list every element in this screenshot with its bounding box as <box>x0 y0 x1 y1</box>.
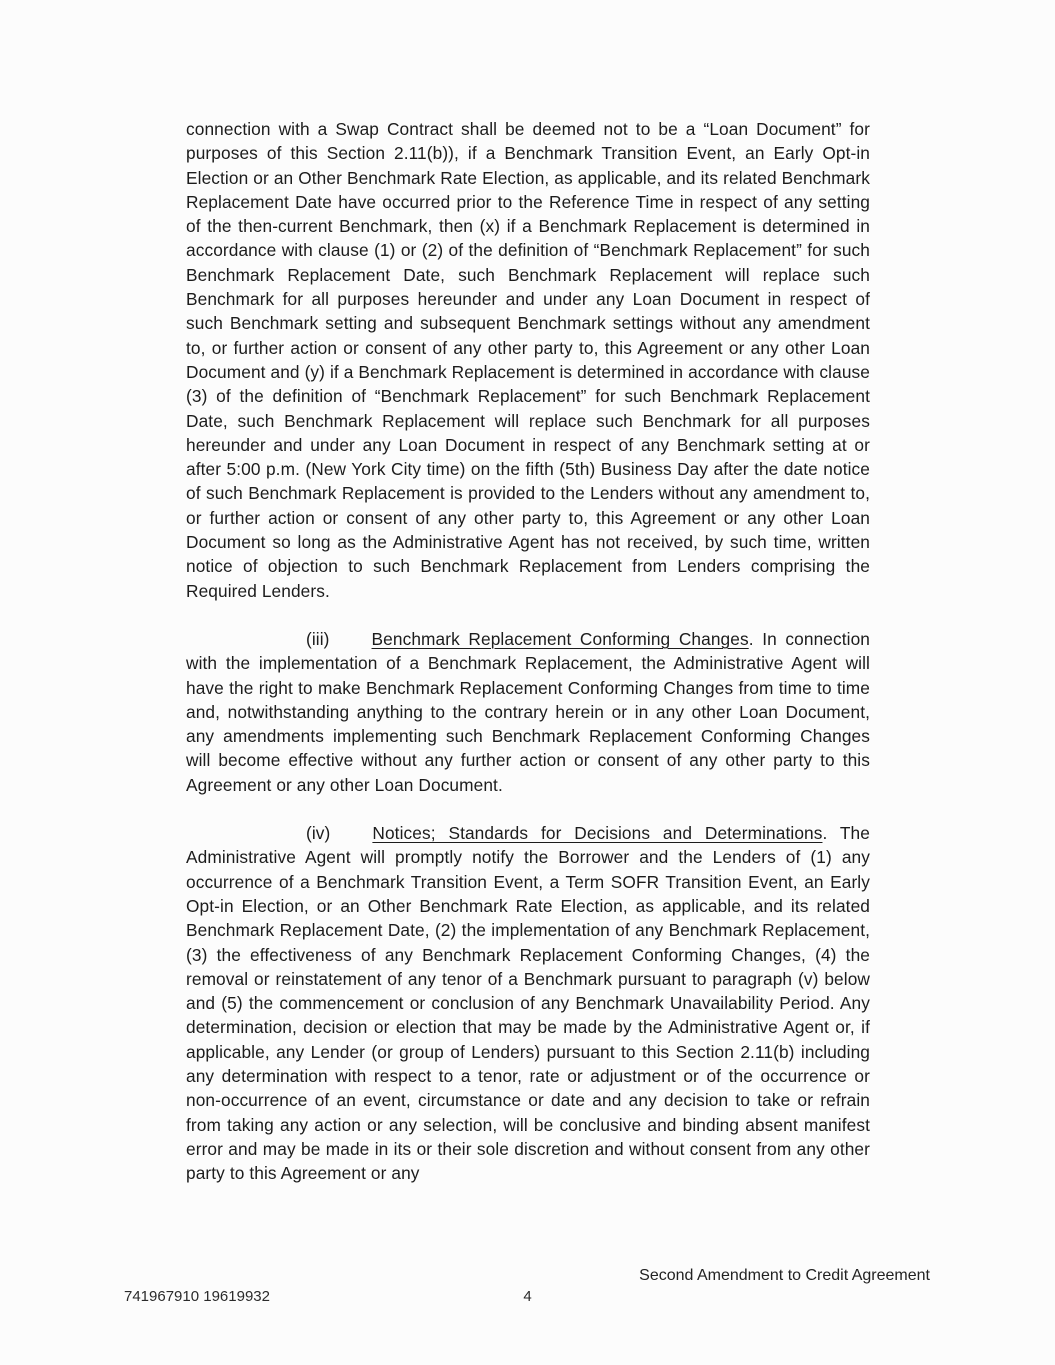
paragraph-iii <box>186 627 870 797</box>
paragraph-iii-text: . In connection with the implementation of a Benchmark Replacement, the Administrative Agent will have the right to make Benchmark Replacement Conforming Changes from time to time and, notwithstanding anything to the contrary herein or in any other Loan Document, any amendments implementing such Benchmark Replacement Conforming Changes will become effective without any further action or consent of any other party to this Agreement or any other Loan Document. <box>186 628 870 795</box>
footer-document-id: 741967910 19619932 <box>124 1288 270 1305</box>
paragraph-iv <box>186 821 870 1185</box>
paragraph-iii-label: (iii) <box>306 628 330 649</box>
footer-page-number: 4 <box>523 1288 532 1305</box>
paragraph-iv-text: . The Administrative Agent will promptly notify the Borrower and the Lenders of (1) any occurrence of a Benchmark Transition Event, a Term SOFR Transition Event, an Early Opt-in Election, or an Other Benchmark Rate Election, as applicable, and its related Benchmark Replacement Date, (2) the implementation of any Benchmark Replacement, (3) the effectiveness of any Benchmark Replacement Conforming Changes, (4) the removal or reinstatement of any tenor of a Benchmark pursuant to paragraph (v) below and (5) the commencement or conclusion of any Benchmark Unavailability Period. Any determination, decision or election that may be made by the Administrative Agent or, if applicable, any Lender (or group of Lenders) pursuant to this Section 2.11(b) including any determination with respect to a tenor, rate or adjustment or of the occurrence or non-occurrence of an event, circumstance or date and any decision to take or refrain from taking any action or any selection, will be conclusive and binding absent manifest error and may be made in its or their sole discretion and without consent from any other party to this Agreement or any <box>186 823 870 1184</box>
paragraph-continuation <box>186 117 870 603</box>
footer-document-title: Second Amendment to Credit Agreement <box>639 1267 930 1284</box>
paragraph-continuation-text: connection with a Swap Contract shall be deemed not to be a “Loan Document” for purposes of this Section 2.11(b)), if a Benchmark Transition Event, an Early Opt-in Election or an Other Benchmark Rate Election, as applicable, and its related Benchmark Replacement Date have occurred prior to the Reference Time in respect of any setting of the then-current Benchmark, then (x) if a Benchmark Replacement is determined in accordance with clause (1) or (2) of the definition of “Benchmark Replacement” for such Benchmark Replacement Date, such Benchmark Replacement will replace such Benchmark for all purposes hereunder and under any Loan Document in respect of such Benchmark setting and subsequent Benchmark settings without any amendment to, or further action or consent of any other party to, this Agreement or any other Loan Document and (y) if a Benchmark Replacement is determined in accordance with clause (3) of the definition of “Benchmark Replacement” for such Benchmark Replacement Date, such Benchmark Replacement will replace such Benchmark for all purposes hereunder and under any Loan Document in respect of any Benchmark setting at or after 5:00 p.m. (New York City time) on the fifth (5th) Business Day after the date notice of such Benchmark Replacement is provided to the Lenders without any amendment to, or further action or consent of any other party to, this Agreement or any other Loan Document so long as the Administrative Agent has not received, by such time, written notice of objection to such Benchmark Replacement from Lenders comprising the Required Lenders. <box>186 119 870 601</box>
paragraph-iii-heading: Benchmark Replacement Conforming Changes <box>371 628 749 649</box>
paragraph-iv-label: (iv) <box>306 823 331 844</box>
document-text-block <box>186 117 870 1185</box>
paragraph-iv-heading: Notices; Standards for Decisions and Determinations <box>372 823 823 844</box>
